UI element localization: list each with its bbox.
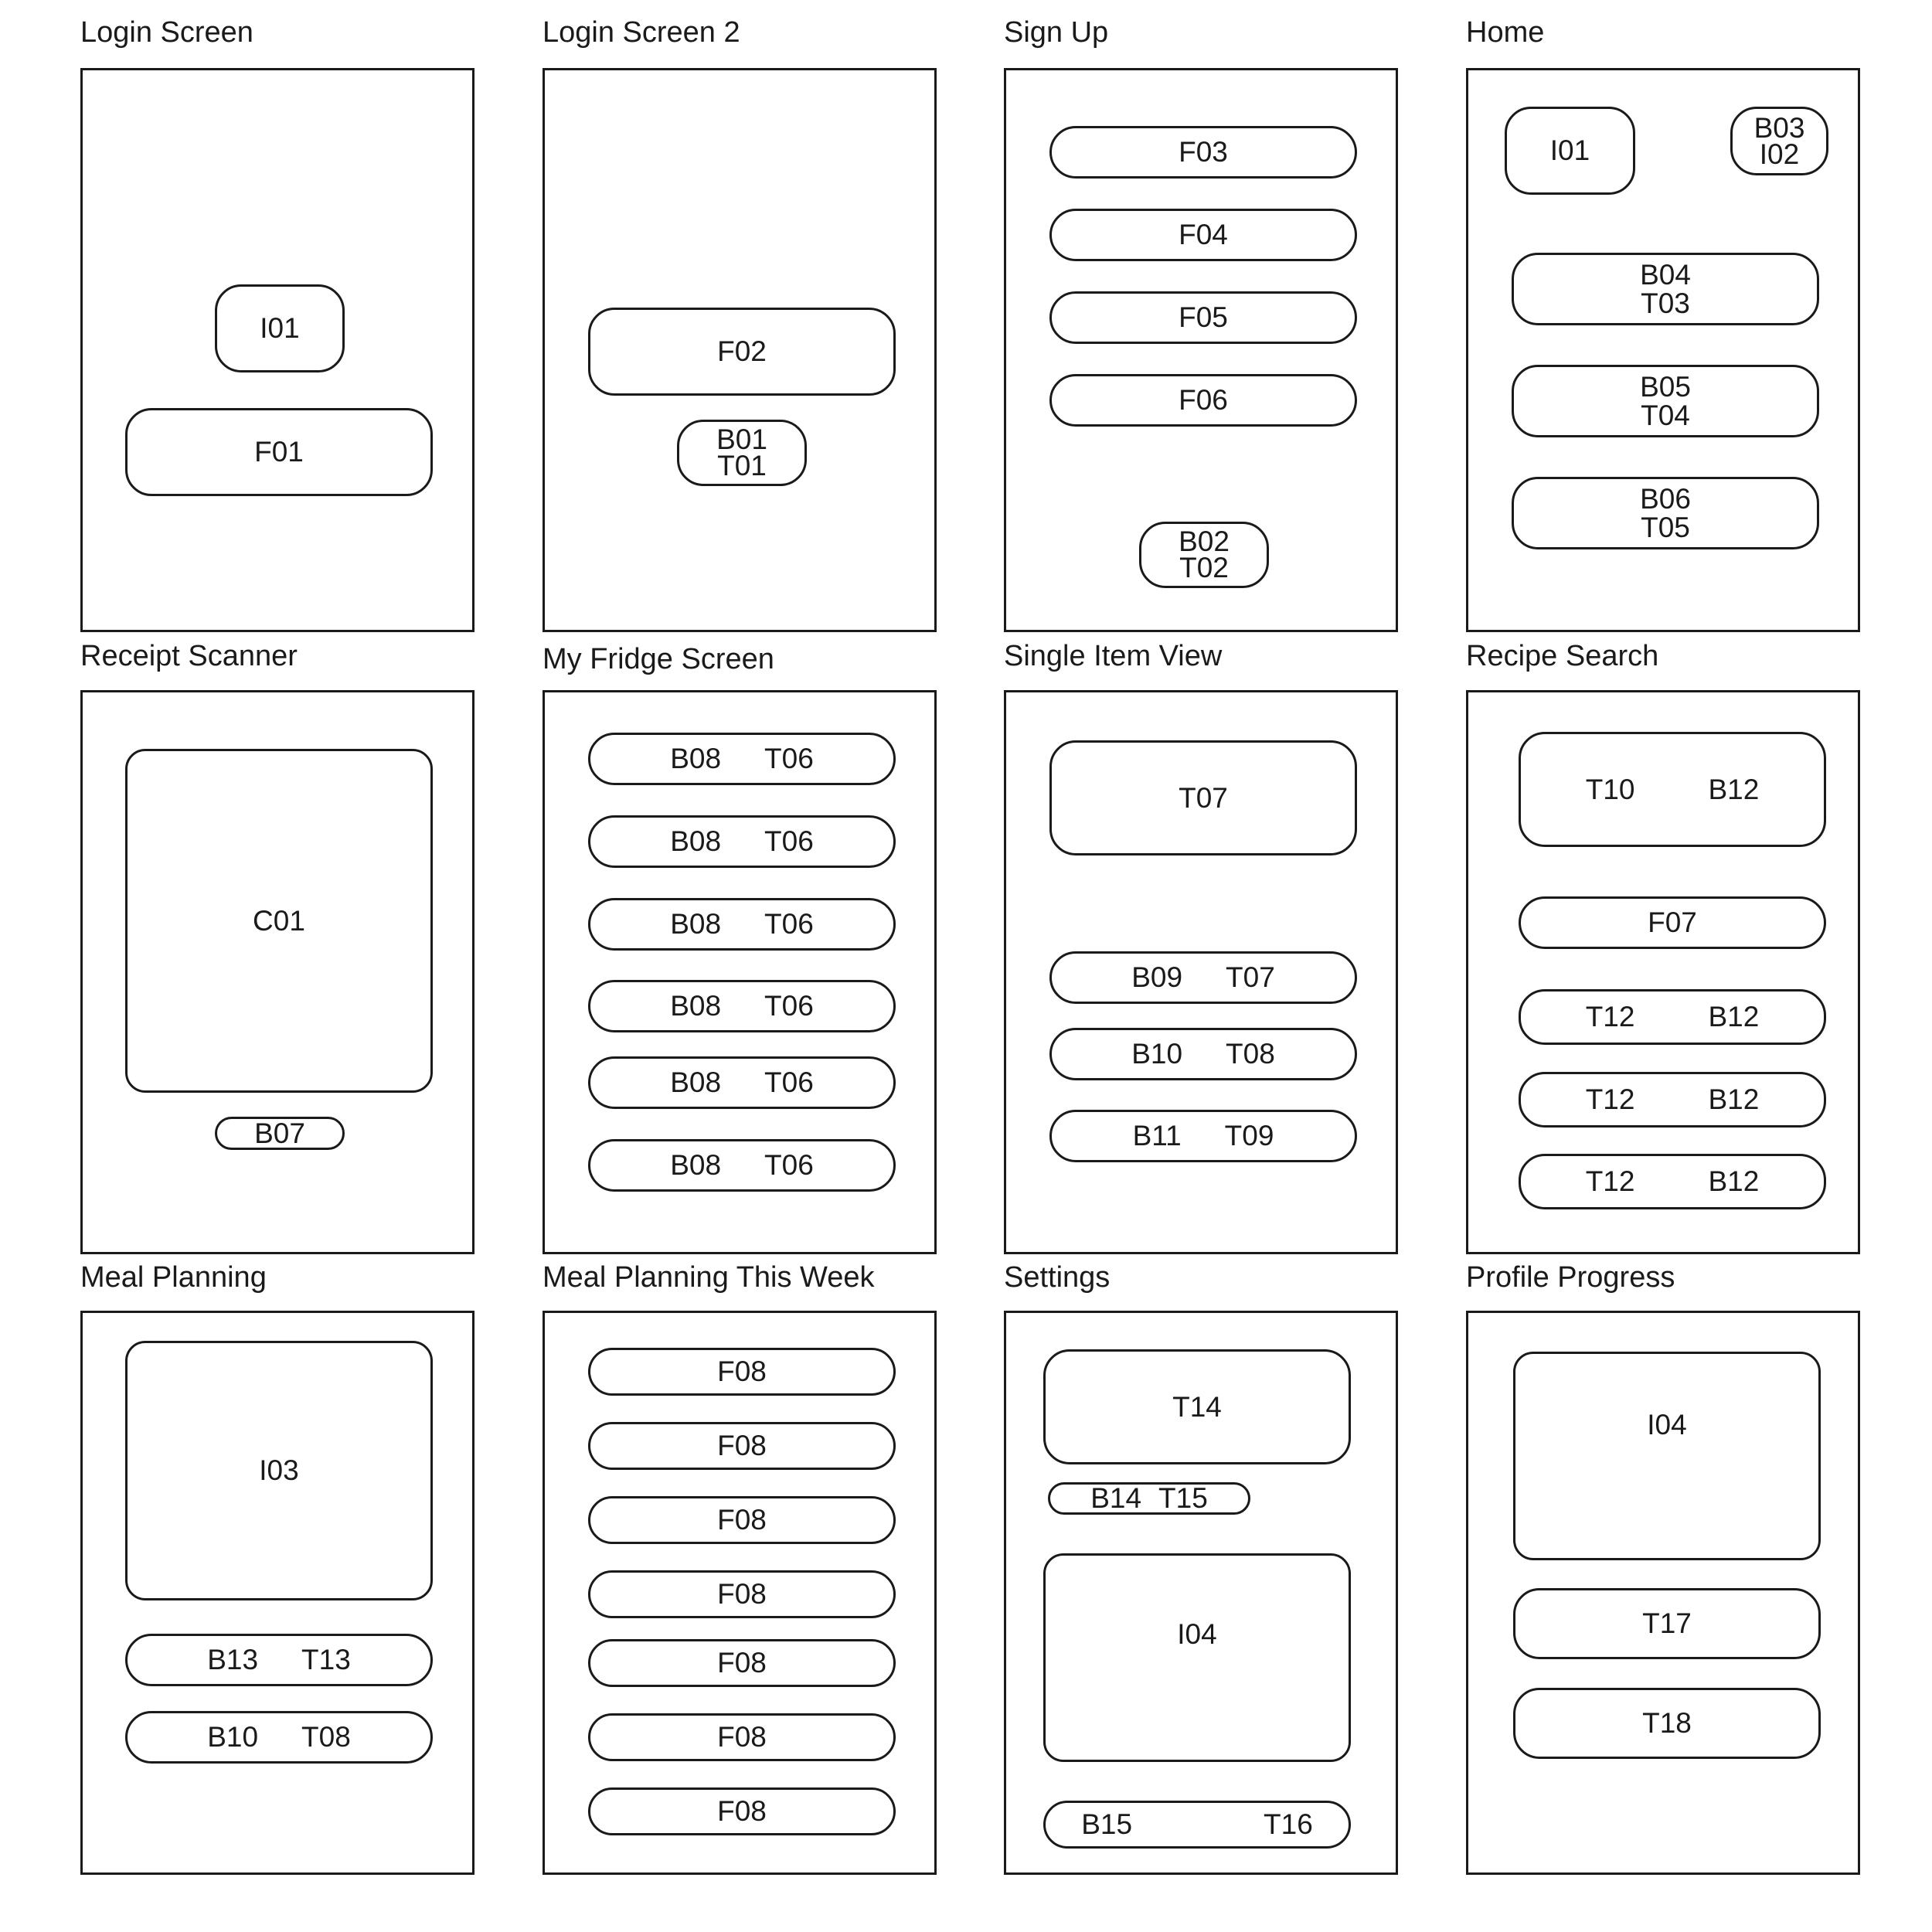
row-text-label: T06 xyxy=(764,990,814,1022)
row-content xyxy=(1521,773,1824,805)
week-day-field[interactable] xyxy=(588,1496,896,1544)
row-text-label: T06 xyxy=(764,825,814,857)
meal-action-row[interactable] xyxy=(125,1711,433,1764)
element-label: F08 xyxy=(717,1578,767,1610)
fridge-item-row[interactable] xyxy=(588,1056,896,1109)
row-text-label: T06 xyxy=(764,743,814,774)
row-content xyxy=(590,992,893,1020)
row-text-label: T07 xyxy=(1226,961,1275,993)
week-day-field[interactable] xyxy=(588,1422,896,1470)
row-text-label: T06 xyxy=(764,908,814,940)
row-button-label: B14 xyxy=(1090,1482,1142,1514)
row-text-label: T08 xyxy=(1226,1038,1275,1070)
element-label: T14 xyxy=(1172,1390,1222,1423)
element-label: B02 T02 xyxy=(1179,526,1230,583)
recipe-result-row[interactable] xyxy=(1519,1072,1826,1128)
element-label: T18 xyxy=(1642,1707,1692,1739)
element-label: F02 xyxy=(717,335,767,367)
element-label: F08 xyxy=(717,1795,767,1827)
row-button-label: B08 xyxy=(670,825,722,857)
home-menu-button-1[interactable] xyxy=(1512,253,1819,325)
week-day-field[interactable] xyxy=(588,1348,896,1396)
settings-header xyxy=(1043,1349,1351,1464)
home-menu-button-3[interactable] xyxy=(1512,477,1819,549)
element-label: F08 xyxy=(717,1430,767,1461)
login-screen-2 xyxy=(543,68,937,632)
signup-button[interactable] xyxy=(1139,522,1269,588)
element-label: F08 xyxy=(717,1355,767,1387)
row-text-label: T12 xyxy=(1585,1165,1635,1197)
element-label: B04 T03 xyxy=(1640,259,1691,319)
row-content xyxy=(1052,961,1355,993)
login-button[interactable] xyxy=(677,420,807,486)
row-content xyxy=(590,910,893,938)
row-button-label: B13 xyxy=(207,1644,259,1675)
row-content xyxy=(590,745,893,773)
row-content xyxy=(1050,1482,1248,1514)
element-label: B05 T04 xyxy=(1640,371,1691,431)
row-content xyxy=(1052,1040,1355,1068)
home-menu-button-2[interactable] xyxy=(1512,365,1819,437)
profile-image xyxy=(1513,1352,1821,1560)
row-button-label: B08 xyxy=(670,1066,722,1098)
row-button-label: B11 xyxy=(1132,1120,1182,1151)
row-content xyxy=(1052,1122,1355,1150)
meal-planning-week-screen xyxy=(543,1311,937,1875)
element-label: B07 xyxy=(254,1117,305,1149)
row-button-label: B09 xyxy=(1131,961,1183,993)
item-action-row[interactable] xyxy=(1049,1110,1357,1162)
row-content xyxy=(1521,1083,1824,1115)
element-label: F08 xyxy=(717,1647,767,1679)
element-label: I04 xyxy=(1177,1618,1217,1650)
element-label: T17 xyxy=(1642,1607,1692,1639)
fridge-item-row[interactable] xyxy=(588,1139,896,1192)
row-button-label: B12 xyxy=(1708,1083,1760,1115)
element-label: B03 I02 xyxy=(1753,111,1805,170)
meal-action-row[interactable] xyxy=(125,1634,433,1686)
my-fridge-screen xyxy=(543,690,937,1254)
logo-image-element xyxy=(215,284,345,372)
row-content xyxy=(590,1066,893,1098)
element-label: C01 xyxy=(253,904,305,937)
profile-progress-title: Profile Progress xyxy=(1466,1261,1675,1294)
element-label: F03 xyxy=(1179,136,1228,168)
row-text-label: T09 xyxy=(1224,1120,1274,1151)
settings-toggle-row[interactable] xyxy=(1048,1482,1250,1515)
row-content xyxy=(1046,1808,1349,1840)
meal-image xyxy=(125,1341,433,1600)
logo-image-element xyxy=(1505,107,1635,195)
element-label: B01 T01 xyxy=(716,423,767,481)
signup-field-3[interactable] xyxy=(1049,291,1357,344)
row-text-label: T08 xyxy=(301,1721,351,1753)
single-item-view-screen xyxy=(1004,690,1398,1254)
camera-view[interactable] xyxy=(125,749,433,1093)
element-label: F04 xyxy=(1179,219,1228,250)
login-screen-2-title: Login Screen 2 xyxy=(543,16,740,49)
row-text-label: T12 xyxy=(1585,1083,1635,1115)
fridge-item-row[interactable] xyxy=(588,898,896,951)
row-text-label: T12 xyxy=(1585,1001,1635,1032)
row-button-label: B10 xyxy=(207,1721,259,1753)
home-screen xyxy=(1466,68,1860,632)
element-label: F08 xyxy=(717,1504,767,1536)
row-content xyxy=(128,1646,430,1674)
week-day-field[interactable] xyxy=(588,1570,896,1618)
row-button-label: B10 xyxy=(1131,1038,1183,1070)
login-field[interactable] xyxy=(125,408,433,496)
profile-progress-screen xyxy=(1466,1311,1860,1875)
home-title: Home xyxy=(1466,16,1545,49)
element-label: I03 xyxy=(259,1454,299,1486)
recipe-search-title: Recipe Search xyxy=(1466,640,1659,672)
row-text-label: T10 xyxy=(1585,773,1635,805)
element-label: I01 xyxy=(1549,134,1590,166)
week-day-field[interactable] xyxy=(588,1787,896,1835)
element-label: F06 xyxy=(1179,384,1228,416)
week-day-field[interactable] xyxy=(588,1639,896,1687)
profile-stat-row xyxy=(1513,1588,1821,1659)
settings-image xyxy=(1043,1553,1351,1762)
signup-field-1[interactable] xyxy=(1049,126,1357,179)
item-header xyxy=(1049,740,1357,855)
row-button-label: B12 xyxy=(1708,1165,1760,1197)
row-content xyxy=(590,1151,893,1179)
element-label: F07 xyxy=(1648,906,1697,938)
login-screen xyxy=(80,68,474,632)
settings-title: Settings xyxy=(1004,1261,1111,1294)
recipe-header[interactable] xyxy=(1519,732,1826,847)
row-button-label: B12 xyxy=(1708,773,1760,805)
row-button-label: B08 xyxy=(670,1149,722,1181)
password-field[interactable] xyxy=(588,308,896,396)
row-button-label: B15 xyxy=(1081,1808,1133,1840)
fridge-item-row[interactable] xyxy=(588,815,896,868)
signup-field-2[interactable] xyxy=(1049,209,1357,261)
row-content xyxy=(590,825,893,857)
element-label: F08 xyxy=(717,1721,767,1753)
recipe-result-row[interactable] xyxy=(1519,989,1826,1045)
row-button-label: B08 xyxy=(670,743,722,774)
sign-up-screen xyxy=(1004,68,1398,632)
row-text-label: T06 xyxy=(764,1066,814,1098)
row-text-label: T16 xyxy=(1264,1808,1313,1840)
settings-footer-row[interactable] xyxy=(1043,1801,1351,1849)
fridge-item-row[interactable] xyxy=(588,980,896,1032)
scan-button[interactable] xyxy=(215,1117,345,1150)
sign-up-title: Sign Up xyxy=(1004,16,1109,49)
element-label: T07 xyxy=(1179,781,1228,814)
recipe-search-screen xyxy=(1466,690,1860,1254)
recipe-result-row[interactable] xyxy=(1519,1154,1826,1209)
element-label: F01 xyxy=(254,436,304,468)
element-label: F05 xyxy=(1179,301,1228,333)
single-item-view-title: Single Item View xyxy=(1004,640,1223,672)
week-day-field[interactable] xyxy=(588,1713,896,1761)
meal-planning-week-title: Meal Planning This Week xyxy=(543,1261,875,1294)
profile-stat-row xyxy=(1513,1688,1821,1759)
row-content xyxy=(1521,1003,1824,1031)
login-screen-title: Login Screen xyxy=(80,16,253,49)
receipt-scanner-title: Receipt Scanner xyxy=(80,640,298,672)
receipt-scanner-screen xyxy=(80,690,474,1254)
meal-planning-screen xyxy=(80,1311,474,1875)
element-label: B06 T05 xyxy=(1640,483,1691,543)
row-button-label: B08 xyxy=(670,990,722,1022)
signup-field-4[interactable] xyxy=(1049,374,1357,427)
item-action-row[interactable] xyxy=(1049,951,1357,1004)
element-label: I01 xyxy=(260,312,300,344)
my-fridge-title: My Fridge Screen xyxy=(543,643,774,675)
recipe-search-field[interactable] xyxy=(1519,896,1826,949)
fridge-item-row[interactable] xyxy=(588,733,896,785)
settings-screen xyxy=(1004,1311,1398,1875)
element-label: I04 xyxy=(1647,1409,1687,1440)
row-content xyxy=(1521,1165,1824,1197)
profile-button[interactable] xyxy=(1730,107,1828,175)
row-content xyxy=(128,1723,430,1751)
row-button-label: B08 xyxy=(670,908,722,940)
row-text-label: T15 xyxy=(1158,1482,1208,1514)
row-text-label: T13 xyxy=(301,1644,351,1675)
item-action-row[interactable] xyxy=(1049,1028,1357,1080)
row-text-label: T06 xyxy=(764,1149,814,1181)
meal-planning-title: Meal Planning xyxy=(80,1261,267,1294)
row-button-label: B12 xyxy=(1708,1001,1760,1032)
